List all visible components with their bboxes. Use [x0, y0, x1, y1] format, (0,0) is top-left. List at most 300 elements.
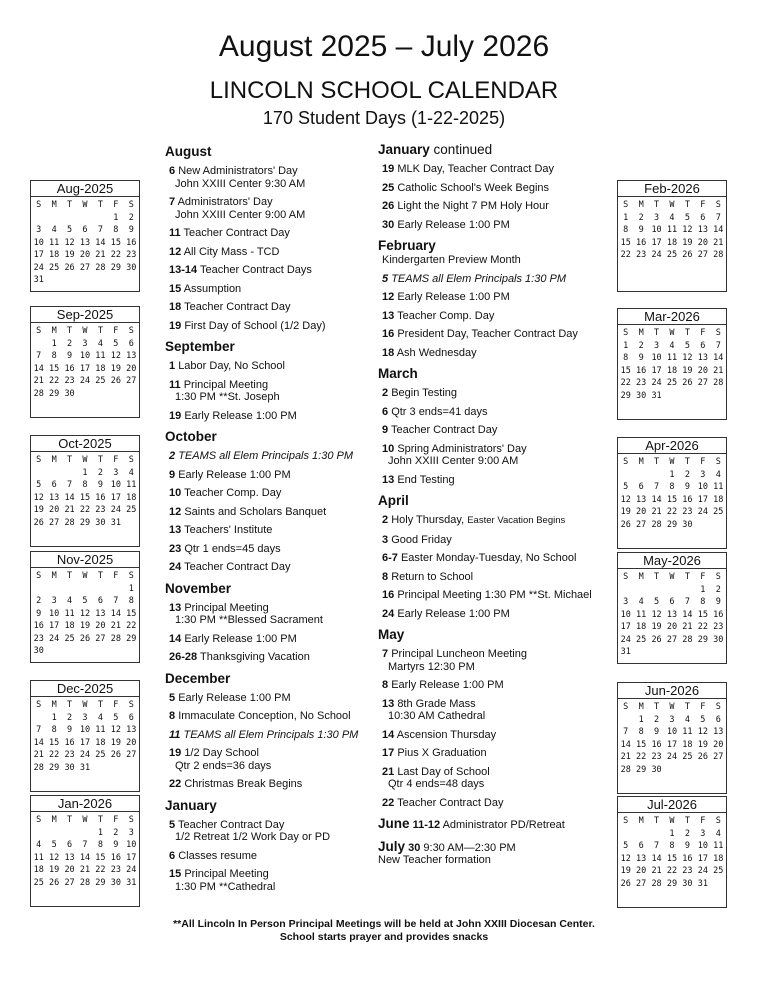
event-text: Qtr 1 ends=45 days [184, 542, 281, 555]
weekday-label: M [51, 815, 57, 825]
event-line [165, 487, 370, 500]
day-cell [124, 762, 139, 775]
month-name: June [378, 816, 410, 831]
mini-calendar [30, 180, 140, 292]
footer-note [0, 918, 768, 944]
day-cell [124, 274, 139, 287]
day-cell: 13 [95, 608, 106, 619]
day-cell: 10 [79, 351, 91, 361]
day-cell: 21 [713, 365, 724, 376]
event-date: 19 [169, 319, 182, 332]
event-text: Principal Meeting [184, 868, 269, 880]
event-text: Ascension Thursday [396, 728, 497, 741]
weekday-header [31, 199, 139, 212]
day-cell [124, 517, 139, 530]
day-cell: 16 [126, 237, 137, 248]
day-cell: 8 [669, 841, 675, 851]
calendar-event [165, 543, 370, 556]
weekday-label: T [684, 572, 690, 582]
day-cell: 1 [128, 583, 134, 594]
day-cell: 8 [638, 727, 644, 737]
day-cell: 18 [666, 237, 678, 248]
day-cell: 10 [697, 841, 708, 851]
event-date: 22 [382, 796, 395, 809]
day-cell: 27 [636, 878, 647, 889]
weekday-label: T [654, 200, 660, 210]
event-line [378, 797, 598, 810]
week-row [618, 352, 726, 365]
day-cell [633, 828, 648, 841]
day-cell: 13 [126, 351, 137, 361]
week-row [618, 365, 726, 378]
week-row [31, 827, 139, 840]
day-cell: 15 [697, 609, 708, 620]
weekday-label: M [638, 572, 644, 582]
day-cell: 26 [682, 250, 693, 260]
day-cell: 1 [669, 469, 675, 480]
weekday-label: T [654, 702, 660, 712]
day-cell: 29 [666, 519, 678, 530]
day-cell: 30 [64, 388, 75, 399]
day-cell: 10 [620, 609, 631, 620]
day-cell: 16 [651, 739, 662, 750]
calendar-event [165, 561, 370, 574]
day-cell: 21 [682, 622, 693, 632]
day-cell: 26 [651, 634, 662, 645]
day-cell: 25 [666, 250, 678, 260]
week-row [618, 714, 726, 727]
weekday-label: S [623, 328, 629, 338]
event-line [165, 379, 370, 392]
event-date: 16 [382, 589, 395, 601]
day-cell: 17 [651, 237, 662, 248]
event-line [165, 602, 370, 615]
weekday-label: M [638, 702, 644, 712]
event-date: 13-14 [169, 264, 198, 276]
month-heading [165, 144, 370, 159]
day-cell: 2 [638, 340, 644, 351]
week-row [31, 249, 139, 262]
day-cell: 8 [82, 480, 88, 490]
day-cell: 18 [713, 853, 724, 864]
day-cell: 15 [49, 737, 60, 748]
weekday-header [31, 814, 139, 827]
event-line [165, 196, 370, 209]
day-cell: 26 [682, 378, 693, 388]
event-text: Teachers' Institute [184, 524, 273, 536]
day-cell: 14 [651, 494, 662, 505]
event-line [165, 450, 370, 463]
event-line [378, 474, 598, 487]
event-text: Classes resume [178, 849, 258, 862]
weekday-label: S [623, 702, 629, 712]
event-date: 14 [169, 632, 182, 645]
event-text: Teacher Comp. Day [184, 487, 282, 499]
day-cell: 22 [666, 507, 678, 517]
day-cell: 7 [654, 482, 660, 492]
weekday-label: M [51, 571, 57, 581]
event-text: 8th Grade Mass [397, 697, 476, 710]
day-cell: 10 [126, 840, 137, 850]
day-cell: 24 [620, 634, 631, 645]
calendar-event [378, 182, 598, 195]
weekday-header [618, 199, 726, 212]
day-cell [31, 583, 46, 596]
day-cell: 28 [64, 517, 75, 528]
day-cell [695, 519, 710, 532]
day-cell: 25 [64, 633, 75, 644]
week-row [31, 224, 139, 237]
event-detail: 1:30 PM **St. Joseph [175, 391, 280, 403]
calendar-event [378, 747, 598, 760]
day-cell: 9 [128, 225, 134, 235]
mini-calendar [30, 551, 140, 663]
calendar-event [165, 506, 370, 519]
event-text: President Day, Teacher Contract Day [397, 328, 578, 340]
day-cell: 4 [669, 212, 675, 223]
weekday-label: F [113, 815, 119, 825]
calendar-event [165, 692, 370, 705]
day-cell: 24 [666, 752, 678, 762]
day-cell: 8 [51, 351, 57, 361]
day-cell: 23 [95, 505, 106, 515]
day-cell: 7 [67, 480, 73, 490]
day-cell: 3 [654, 340, 660, 351]
event-line [165, 264, 370, 277]
event-line [165, 469, 370, 482]
day-cell: 25 [95, 750, 106, 760]
day-cell: 20 [697, 365, 708, 376]
day-cell: 2 [67, 338, 73, 349]
week-row [618, 840, 726, 853]
day-cell: 14 [620, 739, 631, 750]
day-cell: 10 [49, 608, 60, 619]
event-text: Catholic School's Week Begins [397, 181, 550, 194]
event-text: Teacher Contract Day [184, 561, 291, 573]
calendar-event [378, 328, 598, 341]
day-cell: 24 [33, 262, 44, 273]
day-cell: 7 [684, 597, 690, 607]
month-heading [165, 429, 370, 444]
event-line [165, 692, 370, 705]
calendar-event [165, 301, 370, 314]
day-cell: 27 [713, 752, 724, 762]
day-cell: 29 [110, 262, 121, 273]
day-cell [31, 338, 46, 351]
weekday-label: W [82, 326, 88, 336]
weekday-label: T [97, 200, 103, 210]
mini-calendar [617, 796, 727, 908]
week-row [31, 877, 139, 890]
event-text: Spring Administrators' Day [397, 442, 527, 455]
day-cell: 23 [110, 865, 121, 875]
calendar-event [165, 633, 370, 646]
event-date: 18 [382, 346, 395, 359]
day-cell: 25 [49, 262, 60, 273]
day-cell: 29 [49, 762, 60, 773]
event-detail: Qtr 4 ends=48 days [388, 778, 485, 790]
weekday-label: S [715, 702, 721, 712]
event-text: Principal Meeting [183, 378, 269, 391]
event-line [378, 534, 598, 547]
event-text: First Day of School (1/2 Day) [184, 319, 326, 332]
day-cell: 11 [713, 841, 724, 851]
weekday-label: M [638, 200, 644, 210]
calendar-event [165, 868, 370, 893]
day-cell: 13 [697, 225, 708, 235]
day-cell: 11 [682, 727, 693, 737]
day-cell: 27 [126, 750, 137, 760]
day-cell: 6 [51, 480, 57, 490]
calendar-event [165, 360, 370, 373]
day-cell: 26 [110, 376, 121, 386]
day-cell [664, 646, 679, 659]
day-cell: 15 [636, 739, 647, 750]
day-cell: 27 [95, 633, 106, 644]
day-cell [108, 274, 123, 287]
day-cell: 30 [110, 877, 121, 888]
week-row [31, 620, 139, 633]
day-cell: 21 [651, 866, 662, 876]
event-line [378, 254, 598, 267]
event-text: Early Release 1:00 PM [391, 679, 504, 691]
calendar-event [378, 387, 598, 400]
day-cell: 24 [79, 376, 91, 386]
event-line [378, 443, 598, 456]
day-cell: 7 [623, 727, 629, 737]
day-cell: 12 [682, 353, 693, 363]
event-date: 15 [169, 868, 182, 880]
weekday-label: S [36, 700, 42, 710]
day-cell: 22 [620, 250, 631, 260]
event-detail: 1:30 PM **Blessed Sacrament [175, 614, 323, 626]
event-text: Good Friday [391, 533, 452, 546]
day-cell: 17 [620, 622, 631, 632]
calendar-event [165, 283, 370, 296]
weekday-label: W [82, 455, 88, 465]
day-cell: 16 [33, 621, 44, 631]
day-cell: 6 [67, 840, 73, 850]
calendar-event [378, 818, 598, 832]
event-date: 2 [382, 387, 389, 399]
mini-calendar [30, 306, 140, 418]
day-cell [108, 645, 123, 658]
event-detail: John XXIII Center 9:00 AM [388, 455, 519, 467]
day-cell: 11 [636, 609, 647, 620]
day-cell [31, 712, 46, 725]
weekday-label: S [715, 200, 721, 210]
event-date: 15 [169, 282, 182, 295]
month-name: September [165, 339, 235, 354]
day-cell [664, 390, 679, 403]
event-date: 13 [382, 473, 395, 486]
day-cell [93, 645, 108, 658]
weekday-label: T [67, 815, 73, 825]
day-cell [31, 827, 46, 840]
day-cell: 30 [126, 262, 137, 273]
day-cell: 18 [64, 621, 75, 631]
event-date: 26-28 [169, 651, 198, 663]
day-cell: 19 [682, 365, 693, 376]
day-cell [108, 583, 123, 596]
day-cell [31, 467, 46, 480]
day-cell: 2 [684, 469, 690, 480]
day-cell: 8 [113, 225, 119, 235]
day-cell: 12 [682, 225, 693, 235]
day-cell: 13 [636, 853, 647, 864]
month-name: December [165, 670, 231, 686]
day-cell [46, 274, 61, 287]
weekday-label: T [684, 816, 690, 826]
day-cell: 6 [700, 340, 706, 351]
day-cell: 3 [128, 827, 134, 838]
event-date: 11 [169, 728, 181, 741]
weekday-label: S [623, 816, 629, 826]
day-cell: 28 [79, 877, 91, 888]
event-date: 30 [382, 218, 395, 231]
week-row [618, 828, 726, 841]
day-cell: 23 [682, 866, 693, 876]
week-row [618, 646, 726, 659]
event-text: Saints and Scholars Banquet [184, 505, 327, 518]
day-cell: 5 [623, 482, 629, 492]
event-detail: Martyrs 12:30 PM [388, 660, 475, 673]
day-cell: 16 [682, 853, 693, 864]
event-detail: John XXIII Center 9:30 AM [175, 177, 306, 190]
footer-line-1: **All Lincoln In Person Principal Meetings will be held at John XXIII Diocesan Center. [173, 918, 595, 930]
day-cell [31, 212, 46, 225]
event-line [165, 360, 370, 373]
week-row [31, 839, 139, 852]
event-line [165, 850, 370, 863]
day-cell: 25 [713, 507, 724, 517]
day-cell: 6 [638, 482, 644, 492]
day-cell: 24 [110, 505, 121, 515]
event-date: 22 [169, 778, 182, 790]
day-cell: 4 [51, 225, 57, 235]
day-cell: 28 [713, 250, 724, 260]
week-row [31, 737, 139, 750]
events-column-right [378, 142, 598, 867]
calendar-event [378, 571, 598, 584]
event-line [378, 729, 598, 742]
weekday-label: S [128, 455, 134, 465]
day-cell: 22 [79, 505, 91, 515]
day-cell: 12 [64, 237, 75, 248]
event-date: 13 [169, 601, 182, 614]
day-cell [618, 828, 633, 841]
day-cell: 24 [79, 750, 91, 760]
event-text: Immaculate Conception, No School [178, 710, 351, 722]
day-cell: 25 [33, 877, 44, 888]
event-text: 9:30 AM—2:30 PM [423, 841, 516, 854]
day-cell: 22 [126, 621, 137, 631]
event-line [165, 165, 370, 178]
day-cell: 13 [79, 237, 91, 248]
weekday-label: T [67, 455, 73, 465]
day-cell: 22 [620, 378, 631, 388]
week-row [618, 878, 726, 891]
week-row [618, 596, 726, 609]
calendar-event [378, 729, 598, 742]
weekday-label: W [82, 571, 88, 581]
day-cell: 24 [49, 633, 60, 644]
day-cell: 23 [126, 250, 137, 260]
day-cell: 17 [49, 621, 60, 631]
day-cell: 13 [49, 492, 60, 503]
day-cell: 9 [67, 725, 73, 735]
calendar-event [165, 196, 370, 221]
weekday-label: S [36, 571, 42, 581]
day-cell: 8 [97, 840, 103, 850]
day-cell: 28 [110, 633, 121, 644]
month-heading [165, 339, 370, 354]
week-row [31, 595, 139, 608]
weekday-label: W [669, 702, 675, 712]
day-cell: 25 [682, 752, 693, 762]
weekday-header [31, 325, 139, 338]
day-cell [77, 827, 92, 840]
event-line [378, 328, 598, 341]
day-cell: 31 [33, 275, 44, 285]
weekday-label: W [669, 816, 675, 826]
month-heading [165, 671, 370, 686]
day-cell: 29 [636, 764, 647, 775]
month-heading [378, 366, 598, 381]
day-cell: 25 [666, 378, 678, 388]
mini-calendar-title: Jun-2026 [618, 683, 726, 699]
event-date: 9 [169, 468, 176, 481]
day-cell: 28 [33, 762, 44, 773]
calendar-event [378, 552, 598, 565]
event-date: 12 [169, 245, 182, 258]
day-cell: 20 [64, 865, 75, 875]
day-cell: 20 [713, 739, 724, 750]
mini-calendar [617, 552, 727, 664]
event-text: Early Release 1:00 PM [184, 409, 297, 422]
day-cell: 12 [651, 609, 662, 620]
weekday-label: W [669, 572, 675, 582]
event-date: 6-7 [382, 552, 398, 564]
day-cell: 2 [36, 596, 42, 606]
calendar-event [378, 838, 598, 867]
mini-calendar-title: Nov-2025 [31, 552, 139, 568]
day-cell: 10 [651, 353, 662, 363]
event-detail: 1/2 Retreat 1/2 Work Day or PD [175, 831, 331, 843]
day-cell: 28 [33, 388, 44, 399]
day-cell [93, 583, 108, 596]
weekday-label: T [684, 328, 690, 338]
day-cell: 31 [110, 517, 121, 528]
event-line [378, 838, 598, 855]
day-cell: 3 [82, 712, 88, 723]
day-cell: 26 [64, 262, 75, 273]
day-cell: 9 [684, 841, 690, 851]
day-cell: 11 [666, 225, 678, 235]
day-cell: 1 [623, 340, 629, 351]
day-cell: 19 [620, 507, 631, 517]
month-heading [165, 581, 370, 596]
event-line [378, 679, 598, 692]
day-cell: 26 [33, 517, 44, 528]
day-cell: 25 [713, 866, 724, 876]
event-date: 6 [169, 165, 176, 177]
day-cell: 1 [669, 828, 675, 839]
day-cell: 17 [651, 365, 662, 376]
week-row [618, 249, 726, 262]
week-row [31, 237, 139, 250]
day-cell [695, 390, 710, 403]
